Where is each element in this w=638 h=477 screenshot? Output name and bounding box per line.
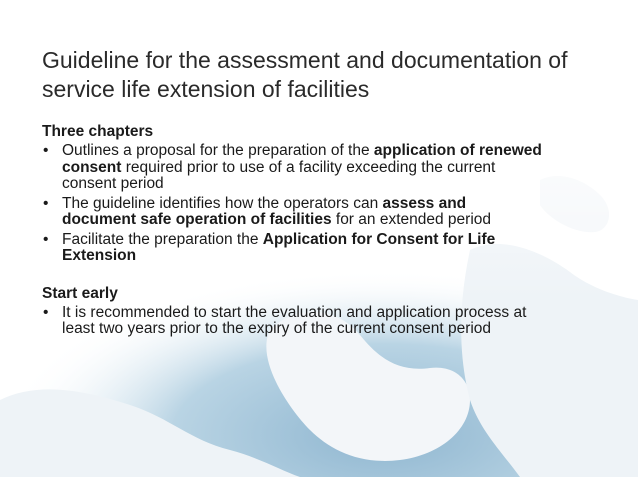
section-heading-start-early: Start early — [42, 284, 118, 302]
bullet-item — [42, 143, 542, 193]
bullet-text: It is recommended to start the evaluation and application process at least two years prior to the expiry of the current consent period — [62, 303, 527, 337]
bullet-list-three-chapters — [42, 143, 542, 265]
bullet-text: required prior to use of a facility exceeding the current consent period — [62, 158, 496, 192]
bullet-text-bold: assess and document safe operation of facilities — [62, 194, 467, 228]
bullet-item — [42, 196, 542, 229]
bullet-list-start-early — [42, 305, 542, 338]
bullet-item — [42, 232, 542, 265]
bullet-icon: • — [43, 194, 49, 212]
bullet-text: Outlines a proposal for the preparation of the — [62, 142, 374, 159]
bullet-text: Facilitate the preparation the — [62, 230, 263, 248]
bullet-icon: • — [43, 303, 49, 321]
bullet-text: The guideline identifies how the operators can — [62, 194, 383, 212]
bullet-item — [42, 305, 542, 338]
section-spacer — [42, 268, 542, 284]
slide-title: Guideline for the assessment and documentation of service life extension of facilities — [42, 47, 568, 102]
bullet-text-bold: application of renewed consent — [62, 142, 542, 176]
bullet-icon: • — [43, 142, 49, 159]
section-heading-three-chapters: Three chapters — [42, 123, 154, 140]
bullet-text-bold: Application for Consent for Life Extension — [62, 230, 496, 264]
slide-content — [42, 122, 542, 341]
bullet-text: for an extended period — [331, 211, 491, 228]
bullet-icon: • — [43, 230, 49, 248]
